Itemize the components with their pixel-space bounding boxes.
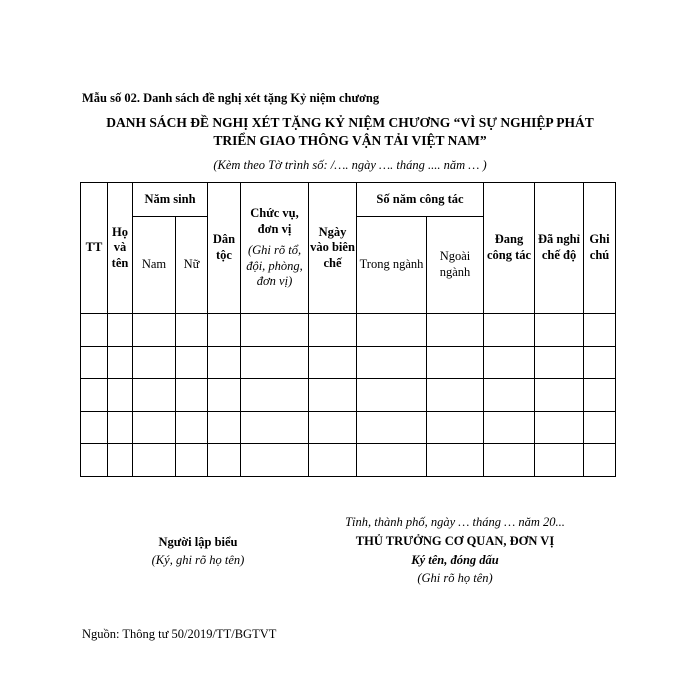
preparer-title-text: Người lập biểu xyxy=(158,535,238,549)
table-cell xyxy=(241,411,309,444)
table-cell xyxy=(208,314,241,347)
table-cell xyxy=(133,444,176,477)
table-cell xyxy=(81,379,108,412)
table-cell xyxy=(108,444,133,477)
table-cell xyxy=(484,444,535,477)
table-cell xyxy=(584,411,616,444)
table-cell xyxy=(208,411,241,444)
table-body xyxy=(81,314,616,477)
table-cell xyxy=(208,346,241,379)
header-so-nam-cong-tac: Số năm công tác xyxy=(357,183,484,217)
table-cell xyxy=(81,411,108,444)
table-cell xyxy=(427,444,484,477)
table-cell xyxy=(427,346,484,379)
table-cell xyxy=(81,346,108,379)
header-ngoai-nganh: Ngoài ngành xyxy=(427,217,484,314)
table-cell xyxy=(108,411,133,444)
table-cell xyxy=(535,379,584,412)
table-cell xyxy=(176,444,208,477)
table-cell xyxy=(241,379,309,412)
header-trong-nganh: Trong ngành xyxy=(357,217,427,314)
table-cell xyxy=(427,411,484,444)
table-cell xyxy=(309,314,357,347)
table-cell xyxy=(176,411,208,444)
table-cell xyxy=(484,411,535,444)
header-da-nghi-che-do: Đã nghỉ chế độ xyxy=(535,183,584,314)
document-title-line-1: DANH SÁCH ĐỀ NGHỊ XÉT TẶNG KỶ NIỆM CHƯƠNG “VÌ SỰ NGHIỆP PHÁT xyxy=(106,115,594,130)
table-cell xyxy=(208,444,241,477)
header-ghi-chu: Ghi chú xyxy=(584,183,616,314)
document-title-line-2: TRIỂN GIAO THÔNG VẬN TẢI VIỆT NAM” xyxy=(213,133,487,148)
table-cell xyxy=(108,314,133,347)
table-cell xyxy=(241,444,309,477)
table-cell xyxy=(133,314,176,347)
table-row xyxy=(81,444,616,477)
table-cell xyxy=(309,411,357,444)
table-cell xyxy=(357,411,427,444)
table-cell xyxy=(133,346,176,379)
place-date-line: Tỉnh, thành phố, ngày … tháng … năm 20... xyxy=(345,515,565,529)
table-row xyxy=(81,314,616,347)
header-nu: Nữ xyxy=(176,217,208,314)
table-cell xyxy=(176,314,208,347)
table-cell xyxy=(484,379,535,412)
table-cell xyxy=(309,379,357,412)
table-cell xyxy=(535,411,584,444)
table-cell xyxy=(241,314,309,347)
table-cell xyxy=(176,346,208,379)
table-cell xyxy=(584,346,616,379)
table-cell xyxy=(357,444,427,477)
table-cell xyxy=(81,444,108,477)
table-cell xyxy=(357,379,427,412)
preparer-title xyxy=(118,535,278,550)
table-cell xyxy=(484,346,535,379)
head-of-agency-title: THỦ TRƯỞNG CƠ QUAN, ĐƠN VỊ xyxy=(355,534,555,548)
nomination-table xyxy=(80,182,616,477)
sign-stamp-note: Ký tên, đóng dấu xyxy=(411,553,499,567)
preparer-note: (Ký, ghi rõ họ tên) xyxy=(151,553,245,567)
table-cell xyxy=(535,346,584,379)
table-cell xyxy=(81,314,108,347)
header-chuc-vu-label: Chức vụ, đơn vị xyxy=(250,205,299,236)
table-cell xyxy=(208,379,241,412)
table-cell xyxy=(584,444,616,477)
table-cell xyxy=(535,444,584,477)
header-dang-cong-tac: Đang công tác xyxy=(484,183,535,314)
attachment-note: (Kèm theo Tờ trình số: /…. ngày …. tháng .... năm … ) xyxy=(213,158,487,172)
table-cell xyxy=(584,379,616,412)
header-nam-sinh: Năm sinh xyxy=(133,183,208,217)
table-cell xyxy=(241,346,309,379)
table-cell xyxy=(427,379,484,412)
table-row xyxy=(81,411,616,444)
table-cell xyxy=(176,379,208,412)
table-cell xyxy=(309,444,357,477)
header-ho-ten: Họ và tên xyxy=(108,183,133,314)
name-note: (Ghi rõ họ tên) xyxy=(417,571,493,585)
header-dan-toc: Dân tộc xyxy=(208,183,241,314)
table-cell xyxy=(535,314,584,347)
header-chuc-vu-note: (Ghi rõ tổ, đội, phòng, đơn vị) xyxy=(246,243,303,289)
header-ngay-vao-bien-che: Ngày vào biên chế xyxy=(309,183,357,314)
header-chuc-vu xyxy=(241,183,309,314)
table-cell xyxy=(133,379,176,412)
table-cell xyxy=(484,314,535,347)
table-row xyxy=(81,379,616,412)
header-tt: TT xyxy=(81,183,108,314)
table-cell xyxy=(427,314,484,347)
table-cell xyxy=(108,346,133,379)
table-row xyxy=(81,346,616,379)
table-cell xyxy=(309,346,357,379)
table-cell xyxy=(357,346,427,379)
source-citation: Nguồn: Thông tư 50/2019/TT/BGTVT xyxy=(82,627,277,641)
table-cell xyxy=(357,314,427,347)
header-nam: Nam xyxy=(133,217,176,314)
table-cell xyxy=(584,314,616,347)
table-cell xyxy=(133,411,176,444)
form-label: Mẫu số 02. Danh sách đề nghị xét tặng Kỷ niệm chương xyxy=(82,91,380,105)
table-cell xyxy=(108,379,133,412)
